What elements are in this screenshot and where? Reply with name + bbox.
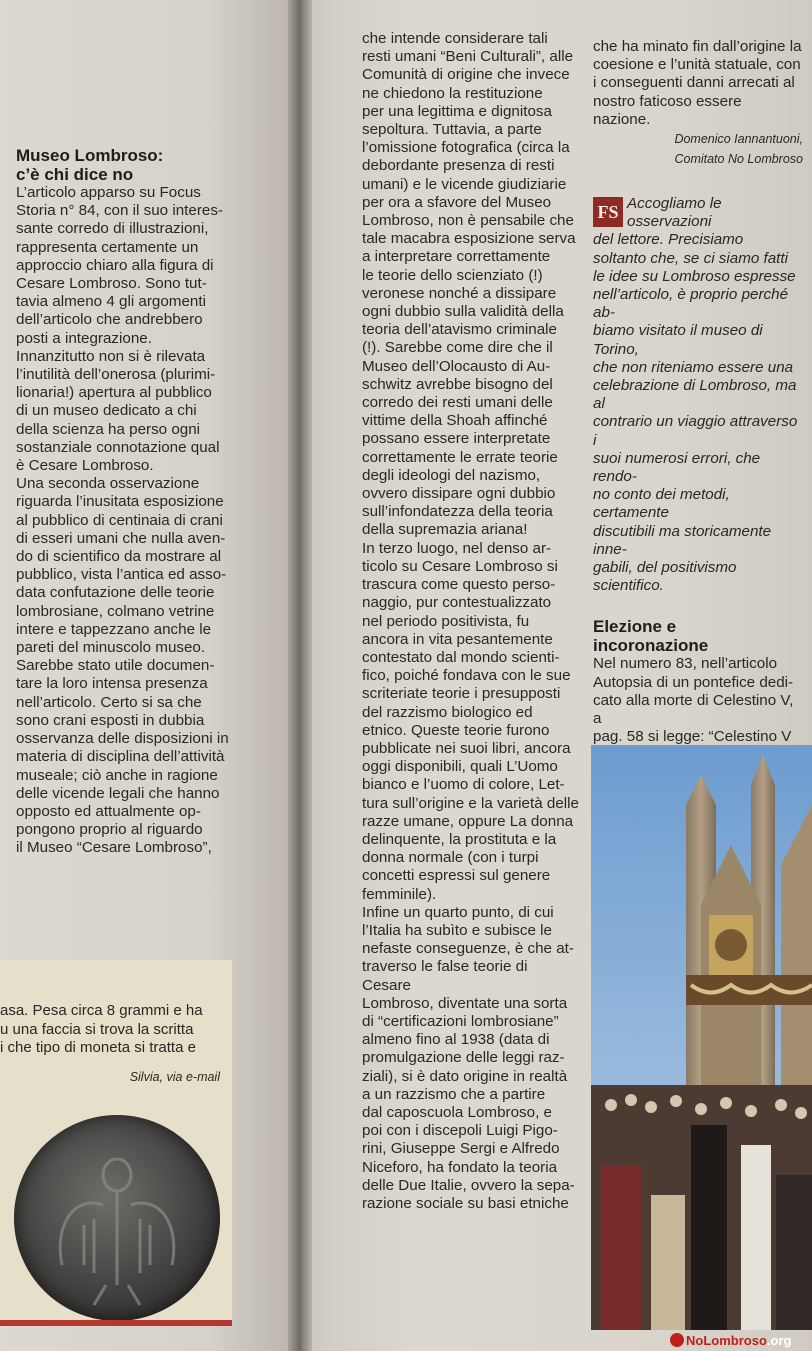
text-line: della supremazia ariana!	[362, 521, 528, 539]
text-line: Autopsia di un pontefice dedi-	[593, 673, 794, 691]
text-line: oggi disponibili, quali L’Uomo	[362, 758, 558, 776]
text-line: sante corredo di illustrazioni,	[16, 220, 209, 238]
text-line: scriteriate teorie i presupposti	[362, 685, 561, 703]
text-line: tare la loro intensa presenza	[16, 675, 208, 693]
letter-heading-line1: Museo Lombroso:	[16, 146, 164, 165]
text-line: al pubblico di centinaia di crani	[16, 511, 223, 529]
text-line: razione sociale su basi etniche	[362, 1195, 569, 1212]
text-line: di “certificazioni lombrosiane”	[362, 1012, 559, 1030]
text-line: riguarda l’inusitata esposizione	[16, 493, 224, 511]
text-line: i conseguenti danni arrecati al	[593, 74, 795, 92]
text-line: i che tipo di moneta si tratta e	[0, 1039, 196, 1056]
text-line: l’inutilità dell’onerosa (plurimi-	[16, 366, 216, 384]
text-line: museale; ciò anche in ragione	[16, 766, 218, 784]
text-line: resti umani “Beni Culturali”, alle	[362, 48, 574, 66]
text-line: Una seconda osservazione	[16, 475, 200, 493]
text-line: Sarebbe stato utile documen-	[16, 657, 215, 675]
text-line: celebrazione di Lombroso, ma al	[593, 377, 797, 413]
text-line: è Cesare Lombroso.	[16, 457, 154, 475]
text-line: cato alla morte di Celestino V, a	[593, 691, 794, 728]
text-line: Comunità di origine che invece	[362, 66, 570, 84]
text-line: schwitz avrebbe bisogno del	[362, 375, 553, 393]
text-line: tale macabra esposizione serva	[362, 230, 576, 248]
text-line: ovvero dissipare ogni dubbio	[362, 485, 556, 503]
text-line: che intende considerare tali	[362, 30, 548, 47]
text-line: femminile).	[362, 885, 437, 903]
coin-letter-box	[0, 960, 232, 1326]
text-line: Accogliamo le osservazioni	[627, 195, 722, 231]
text-line: Nel numero 83, nell’articolo	[593, 655, 778, 673]
cathedral-illustration	[591, 745, 812, 1330]
text-line: concetti espressi sul genere	[362, 867, 551, 885]
text-line: sull’infondatezza della teoria	[362, 503, 553, 521]
text-line: almeno fino al 1938 (data di	[362, 1031, 550, 1049]
text-line: ticolo su Cesare Lombroso si	[362, 557, 558, 575]
text-line: l’Italia ha subìto e subisce le	[362, 921, 552, 939]
text-line: biamo visitato il museo di Torino,	[593, 322, 763, 358]
letter-heading-line2: c’è chi dice no	[16, 165, 134, 184]
text-line: del razzismo biologico ed	[362, 703, 533, 721]
nolombroso-watermark	[670, 1331, 812, 1351]
text-line: nostro faticoso essere nazione.	[593, 92, 742, 128]
watermark-red: NoLombroso	[686, 1333, 767, 1348]
editor-reply	[593, 195, 803, 595]
text-line: il Museo “Cesare Lombroso”,	[16, 839, 212, 857]
coin-letter-text	[0, 1002, 230, 1058]
text-line: Niceforo, ha fondato la teoria	[362, 1158, 558, 1176]
text-line: rappresenta certamente un	[16, 238, 199, 256]
text-line: opposto ed attualmente op-	[16, 802, 201, 820]
editor-reply-text	[593, 195, 803, 595]
text-line: promulgazione delle leggi raz-	[362, 1049, 565, 1067]
text-line: le teorie dello scienziato (!)	[362, 266, 543, 284]
orvieto-cathedral-photo	[591, 745, 812, 1330]
text-line: do di scientifico da mostrare al	[16, 548, 222, 566]
text-line: u una faccia si trova la scritta	[0, 1020, 194, 1038]
text-line: pag. 58 si legge: “Celestino V	[593, 728, 792, 746]
text-line: nell’articolo, è proprio perché ab-	[593, 286, 789, 322]
elezione-heading-line1: Elezione e	[593, 617, 677, 637]
text-line: pongono proprio al riguardo	[16, 821, 203, 839]
signature-org: Comitato No Lombroso	[674, 152, 803, 167]
text-line: Lombroso, diventate una sorta	[362, 994, 568, 1012]
text-line: umani) e le vicende giudiziarie	[362, 175, 567, 193]
page-gutter	[288, 0, 314, 1351]
text-line: intere e tappezzano anche le	[16, 620, 212, 638]
text-line: delle vicende legali che hanno	[16, 784, 220, 802]
letter-museo-lombroso	[16, 146, 238, 858]
text-line: che non riteniamo essere una	[593, 358, 794, 376]
letter-continuation	[362, 30, 580, 1213]
text-line: bianco e l’uomo di colore, Let-	[362, 776, 565, 794]
text-line: data confutazione delle teorie	[16, 584, 215, 602]
ancient-coin-image	[14, 1115, 220, 1321]
text-line: soltanto che, se ci siamo fatti	[593, 249, 788, 267]
text-line: di esseri umani che nulla aven-	[16, 529, 226, 547]
text-line: ogni dubbio sulla validità della	[362, 303, 564, 321]
text-line: pubblicate nei suoi libri, ancora	[362, 739, 571, 757]
text-line: di un museo dedicato a chi	[16, 402, 197, 420]
text-line: le idee su Lombroso espresse	[593, 267, 796, 285]
text-line: possano essere interpretate	[362, 430, 551, 448]
text-line: sono crani esposti in dubbia	[16, 711, 205, 729]
text-line: tura sull’origine e la varietà delle	[362, 794, 579, 812]
text-line: delle Due Italie, ovvero la sepa-	[362, 1176, 575, 1194]
signature-name: Domenico Iannantuoni,	[674, 132, 803, 147]
text-line: gabili, del positivismo scientifico.	[593, 559, 737, 595]
text-line: materia di disciplina dell’attività	[16, 748, 225, 766]
watermark-tld: .org	[766, 1333, 792, 1348]
text-line: Cesare Lombroso. Sono tut-	[16, 275, 207, 293]
text-line: ancora in vita pesantemente	[362, 630, 553, 648]
text-line: dal caposcuola Lombroso, e	[362, 1103, 552, 1121]
text-line: a interpretare correttamente	[362, 248, 551, 266]
text-line: vittime della Shoah affinché	[362, 412, 548, 430]
text-line: per ora a sfavore del Museo	[362, 193, 552, 211]
text-line: discutibili ma storicamente inne-	[593, 522, 772, 558]
text-line: del lettore. Precisiamo	[593, 231, 744, 249]
text-line: Innanzitutto non si è rilevata	[16, 347, 206, 365]
no-sign-icon	[670, 1333, 684, 1347]
text-line: razze umane, oppure La donna	[362, 812, 574, 830]
text-line: della scienza ha perso ogni	[16, 420, 201, 438]
text-line: approccio chiaro alla figura di	[16, 256, 214, 274]
elezione-heading-line2: incoronazione	[593, 636, 709, 656]
text-line: a un razzismo che a partire	[362, 1085, 546, 1103]
letter-continuation-body	[362, 30, 580, 1213]
text-line: naggio, pur contestualizzato	[362, 594, 552, 612]
text-line: (!). Sarebbe come dire che il	[362, 339, 553, 357]
text-line: nel periodo positivista, fu	[362, 612, 530, 630]
text-line: dell’articolo che andrebbero	[16, 311, 203, 329]
text-line: fico, poiché fondava con le sue	[362, 667, 571, 685]
text-line: trascura come questo perso-	[362, 576, 556, 594]
fs-logo: FS	[593, 197, 623, 227]
text-line: contestato dal mondo scienti-	[362, 648, 560, 666]
text-line: lionaria!) apertura al pubblico	[16, 384, 212, 402]
text-line: l’omissione fotografica (circa la	[362, 139, 570, 157]
letter-body	[16, 184, 238, 858]
text-line: rini, Giuseppe Sergi e Alfredo	[362, 1140, 560, 1158]
text-line: etnico. Queste teorie furono	[362, 721, 550, 739]
text-line: traverso le false teorie di Cesare	[362, 958, 528, 994]
text-line: corredo dei resti umani delle	[362, 394, 553, 412]
text-line: tavia almeno 4 gli argomenti	[16, 293, 206, 311]
text-line: Storia n° 84, con il suo interes-	[16, 202, 223, 220]
text-line: contrario un viaggio attraverso i	[593, 413, 798, 449]
text-line: teoria dell’atavismo criminale	[362, 321, 557, 339]
text-line: asa. Pesa circa 8 grammi e ha	[0, 1002, 203, 1019]
coin-letter-signature: Silvia, via e-mail	[129, 1070, 220, 1084]
text-line: suoi numerosi errori, che rendo-	[593, 449, 761, 486]
text-line: pubblico, vista l’antica ed asso-	[16, 566, 227, 584]
text-line: sostanziale connotazione qual	[16, 438, 220, 456]
text-line: no conto dei metodi, certamente	[593, 486, 730, 522]
letter-ending	[593, 38, 803, 129]
text-line: degli ideologi del nazismo,	[362, 466, 541, 484]
text-line: donna normale (con i turpi	[362, 849, 539, 867]
text-line: ne chiedono la restituzione	[362, 84, 543, 102]
text-line: Lombroso, non è pensabile che	[362, 212, 574, 230]
text-line: Museo dell’Olocausto di Au-	[362, 357, 551, 375]
text-line: veronese nonché a dissipare	[362, 284, 557, 302]
text-line: ziali), si è dato origine in realtà	[362, 1067, 568, 1085]
text-line: L’articolo apparso su Focus	[16, 184, 201, 201]
text-line: In terzo luogo, nel denso ar-	[362, 539, 552, 557]
text-line: Infine un quarto punto, di cui	[362, 903, 554, 921]
text-line: posti a integrazione.	[16, 329, 152, 347]
text-line: pareti del minuscolo museo.	[16, 639, 206, 657]
text-line: poi con i discepoli Luigi Pigo-	[362, 1122, 558, 1140]
text-line: nefaste conseguenze, è che at-	[362, 940, 574, 958]
text-line: coesione e l’unità statuale, con	[593, 56, 801, 74]
text-line: lombrosiane, colmano vetrine	[16, 602, 215, 620]
text-line: delinquente, la prostituta e la	[362, 830, 557, 848]
eagle-emblem-icon	[14, 1115, 220, 1321]
text-line: che ha minato fin dall’origine la	[593, 38, 802, 55]
text-line: sepoltura. Tuttavia, a parte	[362, 121, 542, 139]
text-line: correttamente le errate teorie	[362, 448, 558, 466]
text-line: nell’articolo. Certo si sa che	[16, 693, 202, 711]
text-line: debordante presenza di resti	[362, 157, 555, 175]
text-line: osservanza delle disposizioni in	[16, 730, 229, 748]
text-line: per una legittima e dignitosa	[362, 102, 552, 120]
